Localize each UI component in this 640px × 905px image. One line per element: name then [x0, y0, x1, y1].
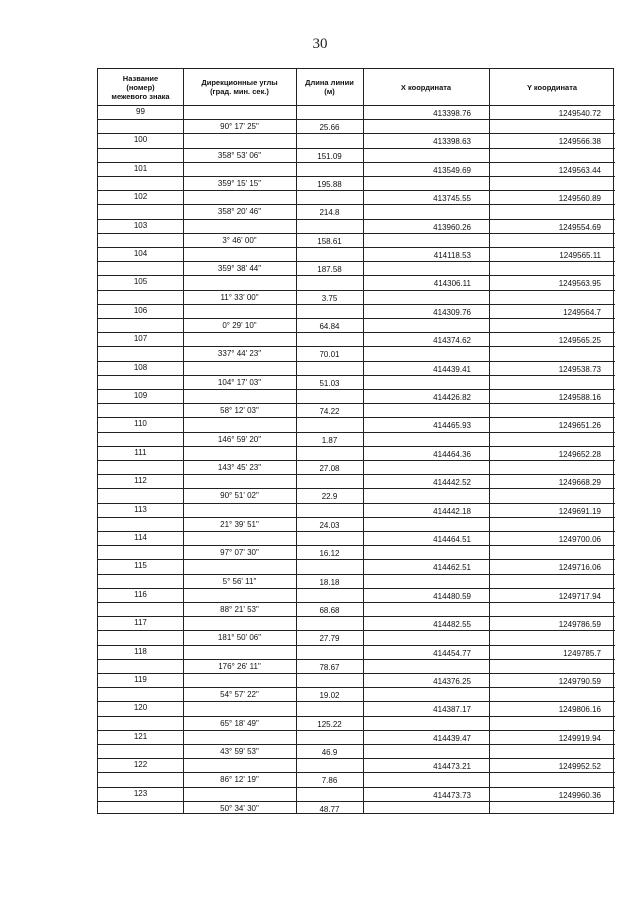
boundary-mark-number: 101 — [133, 163, 148, 173]
header-direction-angles: Дирекционные углы (град. мин. сек.) — [201, 78, 278, 96]
y-coordinate-value: 1249919.94 — [558, 733, 601, 743]
x-coordinate-value: 414439.41 — [433, 364, 471, 374]
row-divider — [98, 645, 615, 646]
y-coordinate-value: 1249785.7 — [563, 648, 601, 658]
row-divider — [98, 730, 615, 731]
direction-angle-value: 359° 15' 15" — [217, 179, 262, 188]
x-coordinate-value: 414464.36 — [433, 449, 471, 459]
line-length-value: 27.79 — [319, 634, 340, 644]
y-coordinate-value: 1249540.72 — [558, 109, 601, 118]
y-coordinate-value: 1249717.94 — [558, 591, 601, 601]
direction-angle-value: 359° 38' 44" — [217, 264, 262, 274]
row-divider — [98, 701, 615, 702]
direction-angle-value: 21° 39' 51" — [220, 519, 259, 529]
direction-angle-value: 358° 53' 06" — [217, 150, 262, 160]
line-length-value: 195.88 — [317, 180, 342, 189]
y-coordinate-value: 1249786.59 — [558, 620, 601, 630]
boundary-mark-number: 113 — [134, 504, 147, 514]
x-coordinate-value: 414442.52 — [433, 478, 471, 488]
line-length-value: 125.22 — [317, 719, 342, 729]
row-divider — [98, 744, 615, 745]
line-length-value: 24.03 — [319, 520, 340, 530]
line-length-value: 19.02 — [319, 691, 340, 701]
direction-angle-value: 86° 12' 19" — [220, 775, 259, 785]
direction-angle-value: 54° 57' 22" — [220, 690, 259, 700]
y-coordinate-value: 1249560.89 — [558, 194, 601, 204]
boundary-mark-number: 102 — [133, 192, 148, 202]
x-coordinate-value: 414454.77 — [433, 648, 471, 658]
x-coordinate-value: 414439.47 — [433, 733, 471, 743]
row-divider — [98, 176, 615, 177]
line-length-value: 64.84 — [319, 322, 340, 331]
direction-angle-value: 97° 07' 30" — [220, 548, 259, 558]
direction-angle-value: 50° 34' 30" — [220, 803, 259, 813]
row-divider — [98, 673, 615, 674]
boundary-mark-number: 99 — [136, 107, 145, 116]
line-length-value: 25.66 — [319, 123, 340, 133]
x-coordinate-value: 413960.26 — [433, 222, 471, 232]
x-coordinate-value: 414118.53 — [433, 251, 471, 260]
direction-angle-value: 358° 20' 46" — [217, 207, 262, 217]
x-coordinate-value: 414374.62 — [433, 336, 471, 346]
line-length-value: 214.8 — [319, 208, 340, 218]
page-number: 30 — [312, 36, 328, 52]
y-coordinate-value: 1249565.11 — [559, 251, 601, 260]
row-divider — [98, 275, 615, 276]
row-divider — [98, 659, 615, 660]
y-coordinate-value: 1249588.16 — [558, 393, 601, 402]
direction-angle-value: 90° 51' 02" — [220, 491, 259, 501]
row-divider — [98, 460, 615, 461]
direction-angle-value: 65° 18' 49" — [220, 718, 259, 728]
direction-angle-value: 146° 59' 20" — [217, 434, 262, 444]
boundary-mark-number: 104 — [133, 249, 148, 258]
boundary-mark-number: 119 — [134, 675, 147, 684]
boundary-mark-number: 120 — [133, 703, 148, 713]
row-divider — [98, 432, 615, 433]
line-length-value: 74.22 — [319, 407, 340, 417]
row-divider — [98, 716, 615, 717]
y-coordinate-value: 1249565.25 — [558, 336, 601, 346]
x-coordinate-value: 414462.51 — [433, 563, 471, 573]
line-length-value: 70.01 — [319, 350, 340, 360]
y-coordinate-value: 1249716.06 — [558, 563, 601, 573]
row-divider — [98, 446, 615, 447]
y-coordinate-value: 1249790.59 — [558, 677, 601, 686]
boundary-mark-number: 117 — [134, 618, 147, 628]
direction-angle-value: 181° 50' 06" — [217, 633, 262, 643]
boundary-mark-number: 107 — [133, 334, 148, 344]
direction-angle-value: 104° 17' 03" — [217, 377, 262, 387]
x-coordinate-value: 414480.59 — [433, 591, 471, 601]
row-divider — [98, 588, 615, 589]
boundary-mark-number: 121 — [133, 731, 148, 741]
line-length-value: 46.9 — [321, 748, 338, 757]
row-divider — [98, 119, 615, 120]
row-divider — [98, 517, 615, 518]
direction-angle-value: 58° 12' 03" — [220, 406, 259, 416]
row-divider — [98, 233, 615, 234]
line-length-value: 78.67 — [319, 662, 340, 672]
row-divider — [98, 503, 615, 504]
x-coordinate-value: 414464.51 — [433, 535, 471, 544]
row-divider — [98, 162, 615, 163]
y-coordinate-value: 1249700.06 — [558, 535, 601, 544]
line-length-value: 51.03 — [319, 378, 340, 388]
boundary-mark-number: 100 — [133, 135, 148, 145]
x-coordinate-value: 414482.55 — [433, 620, 471, 630]
y-coordinate-value: 1249563.44 — [558, 165, 601, 175]
row-divider — [98, 375, 615, 376]
row-divider — [98, 219, 615, 220]
boundary-mark-number: 116 — [134, 589, 147, 599]
row-divider — [98, 545, 615, 546]
y-coordinate-value: 1249806.16 — [558, 705, 601, 715]
row-divider — [98, 616, 615, 617]
x-coordinate-value: 414376.25 — [433, 677, 471, 686]
boundary-mark-number: 118 — [134, 646, 147, 656]
x-coordinate-value: 414465.93 — [433, 421, 471, 431]
x-coordinate-value: 414426.82 — [433, 393, 471, 402]
row-divider — [98, 602, 615, 603]
row-divider — [98, 247, 615, 248]
row-divider — [98, 630, 615, 631]
row-divider — [98, 290, 615, 291]
row-divider — [98, 531, 615, 532]
boundary-mark-number: 105 — [133, 277, 148, 287]
line-length-value: 151.09 — [317, 151, 342, 161]
header-mark-name: Название (номер) межевого знака — [111, 73, 170, 101]
row-divider — [98, 133, 615, 134]
boundary-mark-number: 115 — [134, 561, 147, 571]
x-coordinate-value: 413398.63 — [433, 137, 471, 147]
line-length-value: 16.12 — [319, 549, 340, 559]
direction-angle-value: 3° 46' 00" — [222, 235, 257, 245]
boundary-mark-number: 103 — [133, 220, 148, 230]
x-coordinate-value: 414473.21 — [433, 762, 471, 772]
row-divider — [98, 574, 615, 575]
y-coordinate-value: 1249563.95 — [558, 279, 601, 289]
direction-angle-value: 337° 44' 23" — [217, 349, 262, 359]
boundary-mark-number: 110 — [134, 419, 147, 429]
y-coordinate-value: 1249668.29 — [558, 478, 601, 488]
direction-angle-value: 88° 21' 53" — [220, 605, 259, 614]
coordinates-table — [97, 68, 614, 814]
boundary-mark-number: 123 — [133, 788, 148, 798]
row-divider — [98, 261, 615, 262]
y-coordinate-value: 1249538.73 — [558, 364, 601, 374]
row-divider — [98, 758, 615, 759]
boundary-mark-number: 108 — [133, 362, 148, 372]
line-length-value: 187.58 — [317, 265, 342, 275]
y-coordinate-value: 1249652.28 — [558, 449, 601, 459]
row-divider — [98, 361, 615, 362]
row-divider — [98, 346, 615, 347]
row-divider — [98, 190, 615, 191]
x-coordinate-value: 414442.18 — [433, 506, 471, 516]
line-length-value: 3.75 — [321, 293, 338, 303]
direction-angle-value: 5° 56' 11" — [222, 576, 257, 586]
line-length-value: 68.68 — [319, 606, 340, 615]
header-x-coordinate: X координата — [400, 82, 452, 92]
row-divider — [98, 801, 615, 802]
x-coordinate-value: 414387.17 — [433, 705, 471, 715]
header-divider — [98, 105, 615, 106]
line-length-value: 27.08 — [319, 464, 340, 473]
row-divider — [98, 148, 615, 149]
line-length-value: 18.18 — [319, 577, 340, 587]
row-divider — [98, 389, 615, 390]
row-divider — [98, 772, 615, 773]
y-coordinate-value: 1249566.38 — [558, 137, 601, 147]
row-divider — [98, 474, 615, 475]
line-length-value: 22.9 — [321, 492, 338, 502]
header-line-length: Длина линии (м) — [305, 78, 354, 96]
line-length-value: 7.86 — [321, 776, 338, 786]
boundary-mark-number: 112 — [134, 476, 147, 486]
x-coordinate-value: 414306.11 — [433, 279, 471, 289]
x-coordinate-value: 414309.76 — [433, 307, 471, 317]
x-coordinate-value: 413549.69 — [433, 165, 471, 175]
y-coordinate-value: 1249554.69 — [558, 222, 601, 232]
y-coordinate-value: 1249651.26 — [558, 421, 601, 431]
line-length-value: 158.61 — [317, 236, 342, 246]
x-coordinate-value: 414473.73 — [433, 790, 471, 800]
y-coordinate-value: 1249960.36 — [558, 790, 601, 800]
direction-angle-value: 143° 45' 23" — [217, 463, 262, 472]
direction-angle-value: 90° 17' 25" — [220, 122, 259, 132]
x-coordinate-value: 413745.55 — [433, 194, 471, 204]
line-length-value: 48.77 — [319, 804, 340, 814]
boundary-mark-number: 106 — [133, 305, 148, 315]
row-divider — [98, 403, 615, 404]
row-divider — [98, 559, 615, 560]
y-coordinate-value: 1249952.52 — [558, 762, 601, 772]
row-divider — [98, 332, 615, 333]
row-divider — [98, 204, 615, 205]
boundary-mark-number: 122 — [133, 760, 148, 770]
boundary-mark-number: 109 — [133, 391, 148, 400]
direction-angle-value: 43° 59' 53" — [220, 747, 259, 756]
y-coordinate-value: 1249691.19 — [558, 506, 601, 516]
direction-angle-value: 11° 33' 00" — [220, 292, 259, 302]
header-y-coordinate: Y координата — [526, 82, 578, 92]
boundary-mark-number: 114 — [134, 533, 147, 542]
x-coordinate-value: 413398.76 — [433, 109, 471, 118]
line-length-value: 1.87 — [321, 435, 338, 445]
row-divider — [98, 318, 615, 319]
row-divider — [98, 687, 615, 688]
row-divider — [98, 304, 615, 305]
boundary-mark-number: 111 — [134, 447, 147, 457]
row-divider — [98, 488, 615, 489]
row-divider — [98, 417, 615, 418]
direction-angle-value: 0° 29' 10" — [222, 321, 257, 330]
direction-angle-value: 176° 26' 11" — [218, 661, 261, 671]
row-divider — [98, 787, 615, 788]
y-coordinate-value: 1249564.7 — [563, 307, 601, 317]
